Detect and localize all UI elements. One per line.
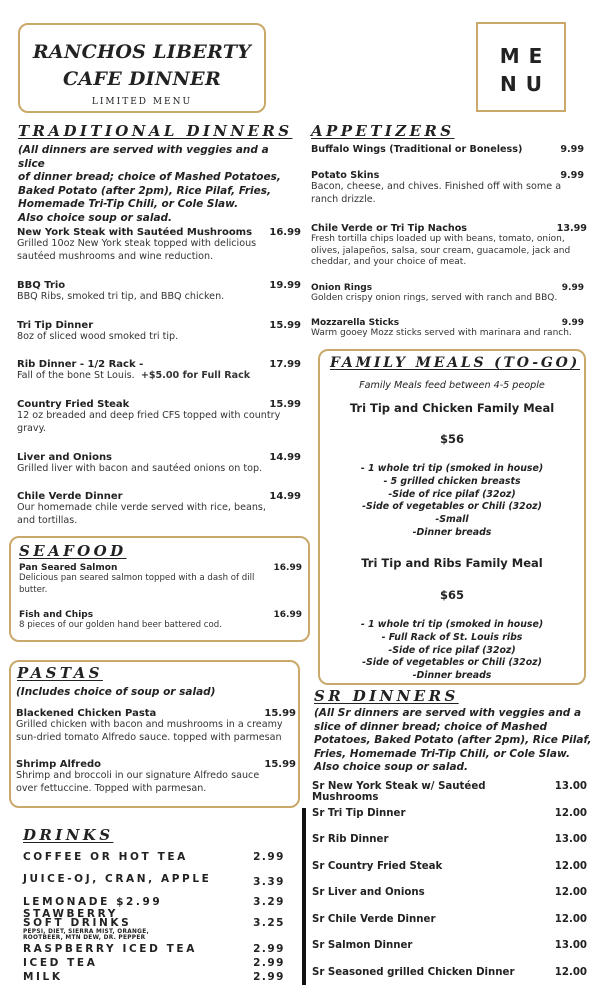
- item-name: Rib Dinner - 1/2 Rack -: [17, 359, 144, 370]
- family-meal-2-contents: [320, 619, 584, 683]
- family-meal-2-title: Tri Tip and Ribs Family Meal: [361, 556, 543, 570]
- trad-item-new-york-steak: [17, 227, 301, 263]
- full-rack-upcharge: +$5.00 for Full Rack: [140, 370, 251, 381]
- item-desc: Our homemade chile verde served with rice, beans,: [17, 502, 266, 513]
- app-item-buffalo-wings: [311, 144, 584, 155]
- item-name: Onion Rings: [311, 283, 373, 293]
- drink-price: 2.99: [253, 957, 285, 969]
- item-desc: Shrimp and broccoli in our signature Alfredo sauce: [16, 770, 260, 781]
- item-desc: 12 oz breaded and deep fried CFS topped with country: [17, 410, 281, 421]
- family-meal-line: -Small: [435, 514, 469, 526]
- note-line: Also choice soup or salad.: [314, 761, 469, 773]
- seafood-item-salmon: [19, 563, 302, 596]
- trad-item-liver-and-onions: [17, 452, 301, 476]
- item-price: 13.00: [554, 834, 587, 845]
- seafood-box: [9, 536, 310, 642]
- item-name: Pan Seared Salmon: [19, 563, 118, 573]
- menu-badge: [476, 22, 566, 112]
- drink-item-soft-drinks: [23, 917, 285, 929]
- soft-drinks-options-1: PEPSI, DIET, SIERRA MIST, ORANGE,: [23, 929, 150, 935]
- menu-badge-line1: ME: [499, 44, 552, 68]
- pasta-item-blackened-chicken: [16, 708, 296, 744]
- drink-name: MILK: [23, 971, 63, 983]
- drink-name: ICED TEA: [23, 957, 98, 969]
- drink-price: 3.29: [253, 896, 285, 908]
- item-price: 14.99: [269, 491, 301, 502]
- item-desc: 8 pieces of our golden hand beer battered cod.: [19, 620, 222, 630]
- item-name: Blackened Chicken Pasta: [16, 708, 157, 719]
- family-meal-2-price: $65: [439, 588, 464, 602]
- drink-item: [23, 943, 285, 957]
- drink-name: JUICE-OJ, CRAN, APPLE: [23, 873, 212, 885]
- drink-price: 3.39: [253, 876, 285, 888]
- trad-item-rib-dinner: [17, 359, 301, 383]
- family-meal-line: -Side of rice pilaf (32oz): [388, 488, 516, 500]
- item-desc: sun-dried tomato Alfredo sauce. topped with parmesan: [16, 731, 282, 743]
- item-price: 15.99: [269, 320, 301, 331]
- item-desc: butter.: [19, 584, 48, 595]
- note-line: Potatoes, Baked Potato (after 2pm), Rice Pilaf,: [314, 734, 592, 746]
- item-desc: Fresh tortilla chips loaded up with beans, tomato, onion,: [311, 234, 565, 244]
- item-price: 15.99: [264, 759, 296, 770]
- drink-price: 3.25: [253, 917, 285, 929]
- item-name: Sr Seasoned grilled Chicken Dinner: [312, 966, 515, 978]
- item-price: 9.99: [561, 318, 584, 328]
- item-name: Liver and Onions: [17, 452, 113, 463]
- item-name: Sr Chile Verde Dinner: [312, 913, 436, 925]
- traditional-dinners-heading: TRADITIONAL DINNERS: [18, 122, 293, 140]
- sr-item: [312, 967, 587, 994]
- family-meal-1-price: $56: [439, 432, 464, 446]
- sr-dinners-heading: SR DINNERS: [314, 687, 459, 705]
- trad-item-bbq-trio: [17, 280, 301, 304]
- item-desc: Golden crispy onion rings, served with ranch and BBQ.: [311, 293, 558, 303]
- drink-item: [23, 957, 285, 971]
- pasta-item-shrimp-alfredo: [16, 759, 296, 795]
- pastas-heading: PASTAS: [17, 664, 103, 682]
- sr-item: [312, 808, 587, 835]
- note-line: slice of dinner bread; choice of Mashed: [314, 720, 548, 733]
- app-item-nachos: [311, 223, 587, 269]
- item-desc: gravy.: [17, 422, 46, 434]
- seafood-item-fish-and-chips: [19, 610, 302, 632]
- item-price: 15.99: [264, 708, 296, 719]
- app-item-onion-rings: [311, 283, 584, 305]
- item-price: 13.99: [556, 223, 587, 234]
- pastas-note: (Includes choice of soup or salad): [16, 686, 216, 698]
- item-desc: BBQ Ribs, smoked tri tip, and BBQ chicken.: [17, 291, 225, 302]
- item-price: 17.99: [269, 359, 301, 370]
- drink-item: [23, 851, 285, 871]
- drink-name: SOFT DRINKS: [23, 917, 132, 929]
- appetizers-heading: APPETIZERS: [311, 122, 455, 140]
- item-name: Shrimp Alfredo: [16, 759, 101, 770]
- item-desc: Grilled liver with bacon and sautéed onions on top.: [17, 463, 263, 474]
- sr-items-list: [312, 781, 587, 993]
- item-price: 13.00: [554, 781, 587, 792]
- item-price: 19.99: [269, 280, 301, 291]
- item-desc: Warm gooey Mozz sticks served with marinara and ranch.: [311, 328, 572, 338]
- family-meal-line: - 1 whole tri tip (smoked in house): [360, 619, 544, 630]
- drink-item: [23, 971, 285, 985]
- item-price: 9.99: [560, 144, 584, 155]
- item-desc: Delicious pan seared salmon topped with a dash of dill: [19, 573, 255, 583]
- item-name: Fish and Chips: [19, 610, 94, 620]
- sr-item: [312, 940, 587, 967]
- item-price: 12.00: [554, 887, 587, 898]
- trad-item-country-fried-steak: [17, 399, 301, 435]
- pastas-box: [9, 660, 300, 808]
- sr-item: [312, 834, 587, 861]
- item-name: Sr Rib Dinner: [312, 834, 389, 845]
- drink-name: RASPBERRY ICED TEA: [23, 943, 197, 955]
- item-desc: over fettuccine. Topped with parmesan.: [16, 782, 207, 794]
- item-price: 15.99: [269, 399, 301, 410]
- item-name: Buffalo Wings (Traditional or Boneless): [311, 144, 523, 155]
- family-meals-note: Family Meals feed between 4-5 people: [359, 380, 545, 391]
- item-desc: ranch drizzle.: [311, 193, 376, 205]
- seafood-heading: SEAFOOD: [19, 542, 127, 560]
- drink-item: [23, 896, 285, 920]
- sr-item: [312, 861, 587, 888]
- family-meal-line: -Side of vegetables or Chili (32oz): [362, 501, 542, 513]
- item-price: 9.99: [561, 283, 584, 293]
- item-name: BBQ Trio: [17, 280, 66, 291]
- sr-item: [312, 887, 587, 914]
- drink-name: COFFEE OR HOT TEA: [23, 851, 188, 863]
- restaurant-name-line2: CAFE DINNER: [62, 68, 222, 90]
- family-meal-1-title: Tri Tip and Chicken Family Meal: [349, 401, 555, 415]
- item-desc: Grilled chicken with bacon and mushrooms in a creamy: [16, 719, 283, 730]
- item-price: 16.99: [269, 227, 301, 238]
- item-desc: sautéed mushrooms and wine reduction.: [17, 250, 214, 262]
- sr-divider-bar: [302, 808, 306, 985]
- restaurant-logo-box: [18, 23, 266, 113]
- item-name: Sr Liver and Onions: [312, 887, 425, 898]
- trad-item-tri-tip-dinner: [17, 320, 301, 344]
- drink-price: 2.99: [253, 851, 285, 863]
- item-price: 12.00: [554, 807, 587, 819]
- item-name: Country Fried Steak: [17, 399, 130, 410]
- note-line: of dinner bread; choice of Mashed Potatoes,: [18, 171, 281, 183]
- item-name: Sr New York Steak w/ Sautéed Mushrooms: [312, 781, 486, 803]
- drink-item: [23, 873, 285, 895]
- family-meal-line: - Full Rack of St. Louis ribs: [381, 631, 523, 643]
- item-price: 12.00: [554, 966, 587, 978]
- trad-item-chile-verde-dinner: [17, 491, 301, 527]
- item-desc: and tortillas.: [17, 514, 78, 526]
- drink-price: 2.99: [253, 943, 285, 955]
- item-desc: Bacon, cheese, and chives. Finished off with some a: [311, 181, 562, 192]
- item-name: Chile Verde or Tri Tip Nachos: [311, 223, 468, 234]
- app-item-mozzarella-sticks: [311, 318, 584, 340]
- item-name: Mozzarella Sticks: [311, 318, 400, 328]
- item-price: 9.99: [560, 170, 584, 181]
- family-meal-line: -Dinner breads: [412, 670, 492, 682]
- family-meal-line: - 1 whole tri tip (smoked in house): [360, 463, 544, 474]
- menu-badge-line2: NU: [500, 72, 551, 96]
- sr-dinners-note: [314, 707, 594, 775]
- family-meals-heading: FAMILY MEALS (TO-GO): [330, 355, 581, 371]
- sr-item: [312, 914, 587, 941]
- family-meal-line: -Side of rice pilaf (32oz): [388, 644, 516, 656]
- drink-name: LEMONADE $2.99 STAWBERRY: [23, 896, 163, 920]
- item-name: Sr Salmon Dinner: [312, 940, 413, 951]
- item-desc: cheddar, and your choice of meat.: [311, 257, 467, 267]
- traditional-dinners-note: [18, 144, 298, 225]
- app-item-potato-skins: [311, 170, 584, 206]
- item-name: Chile Verde Dinner: [17, 491, 123, 502]
- family-meal-line: -Dinner breads: [412, 526, 492, 538]
- item-name: New York Steak with Sautéed Mushrooms: [17, 227, 253, 238]
- note-line: Also choice soup or salad.: [18, 211, 173, 224]
- note-line: Fries, Homemade Tri-Tip Chili, or Cole Slaw.: [314, 747, 570, 760]
- item-desc: 8oz of sliced wood smoked tri tip.: [17, 331, 179, 342]
- family-meal-line: - 5 grilled chicken breasts: [383, 475, 521, 487]
- item-desc: olives, jalapeños, salsa, sour cream, guacamole, jack and: [311, 245, 571, 256]
- item-name: Potato Skins: [311, 170, 380, 181]
- note-line: (All Sr dinners are served with veggies and a: [314, 707, 582, 719]
- item-price: 13.00: [554, 940, 587, 951]
- item-desc: Grilled 10oz New York steak topped with delicious: [17, 238, 257, 249]
- item-name: Sr Tri Tip Dinner: [312, 807, 406, 819]
- item-price: 12.00: [554, 860, 587, 872]
- restaurant-name-line1: RANCHOS LIBERTY: [32, 41, 252, 63]
- drink-price: 2.99: [253, 971, 285, 983]
- note-line: Homemade Tri-Tip Chili, or Cole Slaw.: [18, 198, 239, 210]
- item-price: 16.99: [273, 563, 302, 573]
- item-price: 12.00: [554, 913, 587, 925]
- item-price: 14.99: [269, 452, 301, 463]
- drinks-heading: DRINKS: [23, 826, 114, 844]
- item-name: Sr Country Fried Steak: [312, 860, 443, 872]
- family-meal-1-contents: [320, 463, 584, 540]
- item-price: 16.99: [273, 610, 302, 620]
- item-desc: Fall of the bone St Louis.: [17, 370, 135, 381]
- item-name: Tri Tip Dinner: [17, 320, 94, 331]
- sr-item: [312, 781, 587, 808]
- drinks-list: [23, 851, 285, 985]
- note-line: Baked Potato (after 2pm), Rice Pilaf, Fries,: [18, 184, 271, 197]
- note-line: (All dinners are served with veggies and a slice: [18, 144, 269, 170]
- menu-subtitle: LIMITED MENU: [91, 97, 193, 107]
- family-meals-box: [318, 349, 586, 685]
- family-meal-line: -Side of vegetables or Chili (32oz): [362, 657, 542, 669]
- soft-drinks-options-2: ROOTBEER, MTN DEW, DR. PEPPER: [23, 935, 146, 941]
